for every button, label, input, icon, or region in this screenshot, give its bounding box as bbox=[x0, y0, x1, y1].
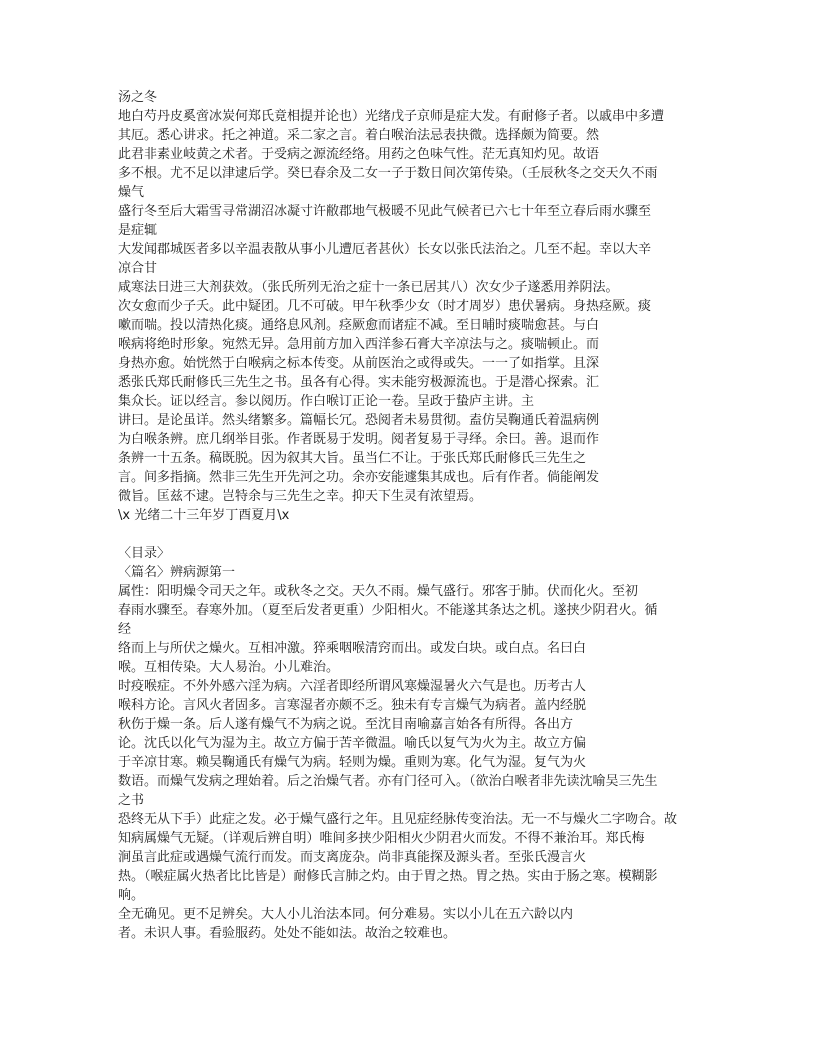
body-line: 经 bbox=[118, 622, 132, 637]
body-line: 秋伤于燥一条。后人遂有燥气不为病之说。至沈目南喻嘉言始各有所得。各出方 bbox=[118, 717, 574, 732]
preface-line: 言。间多指摘。然非三先生开先河之功。余亦安能遽集其成也。后有作者。倘能阐发 bbox=[118, 470, 600, 485]
preface-line: 身热亦愈。始恍然于白喉病之标本传变。从前医治之或得或失。一一了如指掌。且深 bbox=[118, 356, 600, 371]
preface-line: 汤之冬 bbox=[118, 90, 158, 105]
body-line: 恐终无从下手）此症之发。必于燥气盛行之年。且见症经脉传变治法。无一不与燥火二字吻合。故 bbox=[118, 812, 678, 827]
toc-heading: 〈目录〉 bbox=[118, 546, 171, 561]
preface-line: 地白芍丹皮奚啻冰炭何郑氏竟相提并论也）光绪戊子京师是症大发。有耐修子者。以戚串中多遭 bbox=[118, 109, 665, 124]
preface-line: 喉病将绝时形象。宛然无异。急用前方加入西洋参石膏大辛凉法与之。痰喘顿止。而 bbox=[118, 337, 600, 352]
preface-line: 集众长。证以经言。参以阅历。作白喉订正论一卷。呈政于蛰庐主讲。主 bbox=[118, 394, 535, 409]
preface-line: 燥气 bbox=[118, 185, 145, 200]
preface-line: 悉张氏郑氏耐修氏三先生之书。虽各有心得。实未能穷极源流也。于是潜心探索。汇 bbox=[118, 375, 600, 390]
body-line: 涧虽言此症或遇燥气流行而发。而支离庞杂。尚非真能探及源头者。至张氏漫言火 bbox=[118, 850, 587, 865]
body-line: 响。 bbox=[118, 888, 145, 903]
body-line: 全无确见。更不足辨矣。大人小儿治法本同。何分难易。实以小儿在五六龄以内 bbox=[118, 907, 574, 922]
preface-line: 嗽而喘。投以清热化痰。通络息风剂。痉厥愈而诸症不减。至日晡时痰喘愈甚。与白 bbox=[118, 318, 600, 333]
preface-line: 多不根。尤不足以津逮后学。癸巳春余及二女一子于数日间次第传染。（壬辰秋冬之交天久不雨 bbox=[118, 166, 658, 181]
preface-line: 咸寒法日进三大剂获效。（张氏所列无治之症十一条已居其八）次女少子遂悉用养阴法。 bbox=[118, 280, 619, 295]
toc-section bbox=[118, 544, 738, 582]
preface-line: 条辨一十五条。稿既脱。因为叙其大旨。虽当仁不让。于张氏郑氏耐修氏三先生之 bbox=[118, 451, 587, 466]
body-line: 论。沈氏以化气为湿为主。故立方偏于苦辛微温。喻氏以复气为火为主。故立方偏 bbox=[118, 736, 587, 751]
body-line: 于辛凉甘寒。赖吴鞠通氏有燥气为病。轻则为燥。重则为寒。化气为湿。复气为火 bbox=[118, 755, 587, 770]
body-line: 热。（喉症属火热者比比皆是）耐修氏言肺之灼。由于胃之热。胃之热。实由于肠之寒。模糊影 bbox=[118, 869, 658, 884]
preface-line: 微旨。匡兹不逮。岂特余与三先生之幸。抑天下生灵有浓望焉。 bbox=[118, 489, 483, 504]
body-line: 知病属燥气无疑。（详观后辨自明）唯间多挟少阳相火少阴君火而发。不得不兼治耳。郑氏梅 bbox=[118, 831, 645, 846]
body-paragraph bbox=[118, 582, 738, 943]
preface-paragraph bbox=[118, 88, 738, 525]
body-line: 春雨水骤至。春寒外加。（夏至后发者更重）少阳相火。不能遂其条达之机。遂挟少阴君火。循 bbox=[118, 603, 658, 618]
preface-line: 凉合甘 bbox=[118, 261, 158, 276]
preface-line: \x 光绪二十三年岁丁酉夏月\x bbox=[118, 508, 290, 523]
preface-line: 大发闻郡城医者多以辛温表散从事小儿遭厄者甚伙）长女以张氏法治之。几至不起。幸以大辛 bbox=[118, 242, 652, 257]
body-line: 属性：阳明燥令司天之年。或秋冬之交。天久不雨。燥气盛行。邪客于肺。伏而化火。至初 bbox=[118, 584, 639, 599]
body-line: 者。未识人事。看验服药。处处不能如法。故治之较难也。 bbox=[118, 926, 457, 941]
preface-line: 次女愈而少子夭。此中疑团。几不可破。甲午秋季少女（时才周岁）患伏暑病。身热痉厥。痰 bbox=[118, 299, 652, 314]
section-heading: 〈篇名〉辨病源第一 bbox=[118, 565, 236, 580]
body-line: 时疫喉症。不外外感六淫为病。六淫者即经所谓风寒燥湿暑火六气是也。历考古人 bbox=[118, 679, 587, 694]
body-line: 喉科方论。言风火者固多。言寒湿者亦颇不乏。独未有专言燥气为病者。盖内经脱 bbox=[118, 698, 587, 713]
preface-line: 其厄。悉心讲求。托之神道。采二家之言。着白喉治法忌表抉微。选择颇为简要。然 bbox=[118, 128, 600, 143]
preface-line: 讲曰。是论虽详。然头绪繁多。篇幅长冗。恐阅者未易贯彻。盍仿吴鞠通氏着温病例 bbox=[118, 413, 600, 428]
body-line: 数语。而燥气发病之理始着。后之治燥气者。亦有门径可入。（欲治白喉者非先读沈喻吴三先生 bbox=[118, 774, 658, 789]
body-line: 喉。互相传染。大人易治。小儿难治。 bbox=[118, 660, 340, 675]
preface-line: 此君非素业岐黄之术者。于受病之源流经络。用药之色味气性。茫无真知灼见。故语 bbox=[118, 147, 600, 162]
preface-line: 盛行冬至后大霜雪寻常湖沼冰凝寸许敝郡地气极暖不见此气候者已六七十年至立春后雨水骤至 bbox=[118, 204, 652, 219]
body-line: 络而上与所伏之燥火。互相冲激。猝乘咽喉清窍而出。或发白块。或白点。名曰白 bbox=[118, 641, 587, 656]
preface-line: 为白喉条辨。庶几纲举目张。作者既易于发明。阅者复易于寻绎。余曰。善。退而作 bbox=[118, 432, 600, 447]
preface-line: 是症辄 bbox=[118, 223, 158, 238]
body-line: 之书 bbox=[118, 793, 145, 808]
